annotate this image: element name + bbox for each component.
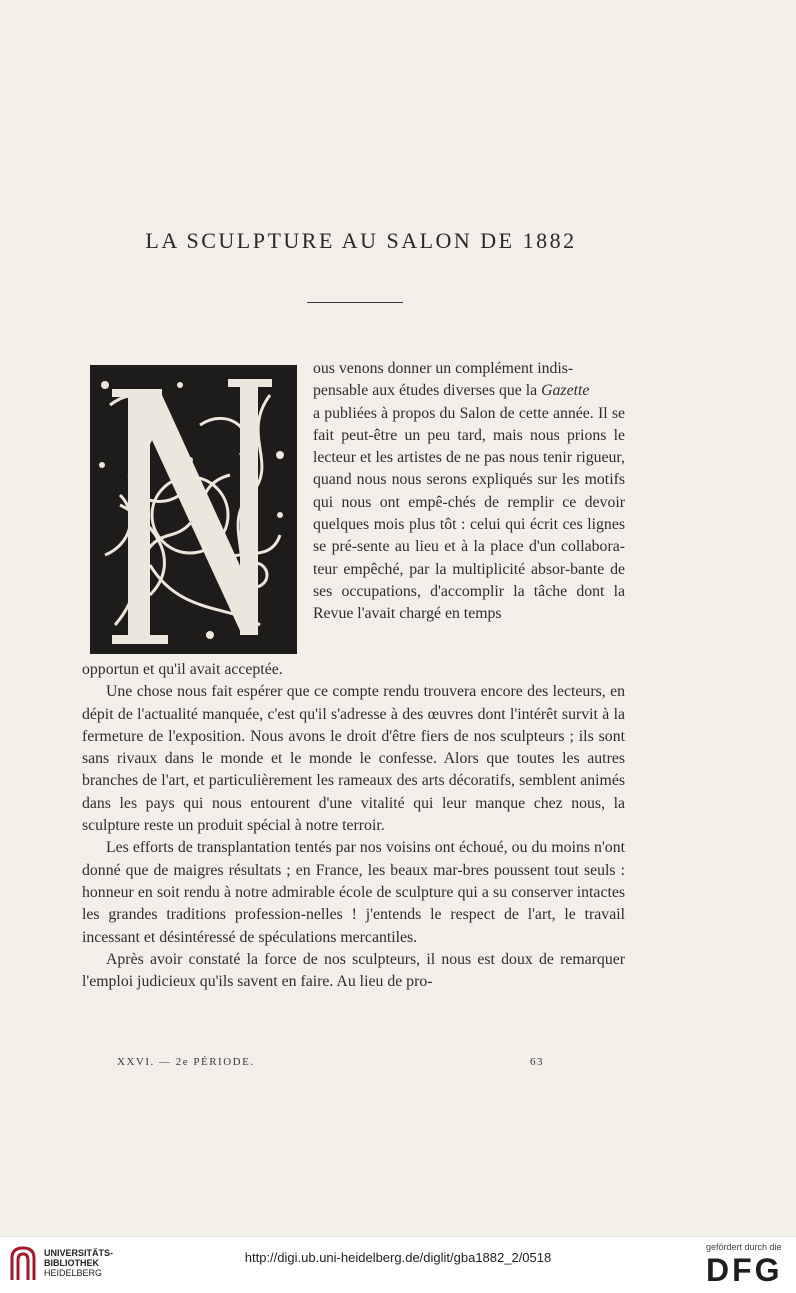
- document-url-link[interactable]: http://digi.ub.uni-heidelberg.de/diglit/gba1882_2/0518: [244, 1250, 552, 1265]
- funder-label: gefördert durch die: [706, 1242, 782, 1252]
- article-title: LA SCULPTURE AU SALON DE 1882: [145, 228, 577, 253]
- intro-rest: a publiées à propos du Salon de cette année. Il se fait peut-être un peu tard, mais nous prions le lecteur et les artistes de ne pas nous tenir rigueur, quand nous nous serons expliqués sur les motifs qui nous ont empê-chés de remplir ce devoir quelques mois plus tôt : celui qui écrit ces lignes se pré-sente au lieu et à la place d'un collabora-teur empêché, par la multiplicité absor-bante de ses occupations, d'accomplir la tâche dont la Revue l'avait chargé en temps: [313, 404, 625, 623]
- ornamental-initial-n-icon: [90, 365, 297, 654]
- paragraph-3: Après avoir constaté la force de nos sculpteurs, il nous est doux de remarquer l'emploi judicieux qu'ils savent en faire. Au lieu de pro-: [82, 950, 625, 991]
- intro-line-1: ous venons donner un complément indis-: [313, 360, 574, 377]
- dfg-logo[interactable]: DFG: [706, 1252, 783, 1288]
- paragraph-2: Les efforts de transplantation tentés par nos voisins ont échoué, ou du moins n'ont donné que de maigres résultats ; en France, les beaux mar-bres poussent tout seuls : honneur en soit rendu à notre admirable école de sculpture qui a su conserver intactes les grandes traditions profession-nelles ! j'entends le respect de l'art, le travail incessant et désintéressé de spéculations mercantiles.: [82, 839, 625, 946]
- gazette-title: Gazette: [541, 382, 590, 400]
- footer-signature: XXVI. — 2e PÉRIODE.: [117, 1056, 255, 1068]
- footer-page-number: 63: [530, 1056, 544, 1068]
- university-library-name[interactable]: UNIVERSITÄTS- BIBLIOTHEK HEIDELBERG: [44, 1248, 114, 1278]
- body-text: [82, 659, 625, 993]
- intro-line-2: pensable aux études diverses que la Gazette: [313, 382, 590, 400]
- intro-text: [313, 358, 625, 626]
- paragraph-1: Une chose nous fait espérer que ce compte rendu trouvera encore des lecteurs, en dépit de l'actualité manquée, c'est qu'il s'adresse à des œuvres dont l'intérêt survit à la fermeture de l'exposition. Nous avons le droit d'être fiers de nos sculpteurs ; ils sont sans rivaux dans le monde et le monde le confesse. Alors que toutes les autres branches de l'art, et particulièrement les rameaux des arts décoratifs, semblent animés dans les pays qui nous entourent d'une vitalité qui leur manque chez nous, la sculpture reste un produit spécial à notre terroir.: [82, 683, 625, 835]
- title-divider: [307, 302, 403, 303]
- intro-continuation: opportun et qu'il avait acceptée.: [82, 661, 283, 678]
